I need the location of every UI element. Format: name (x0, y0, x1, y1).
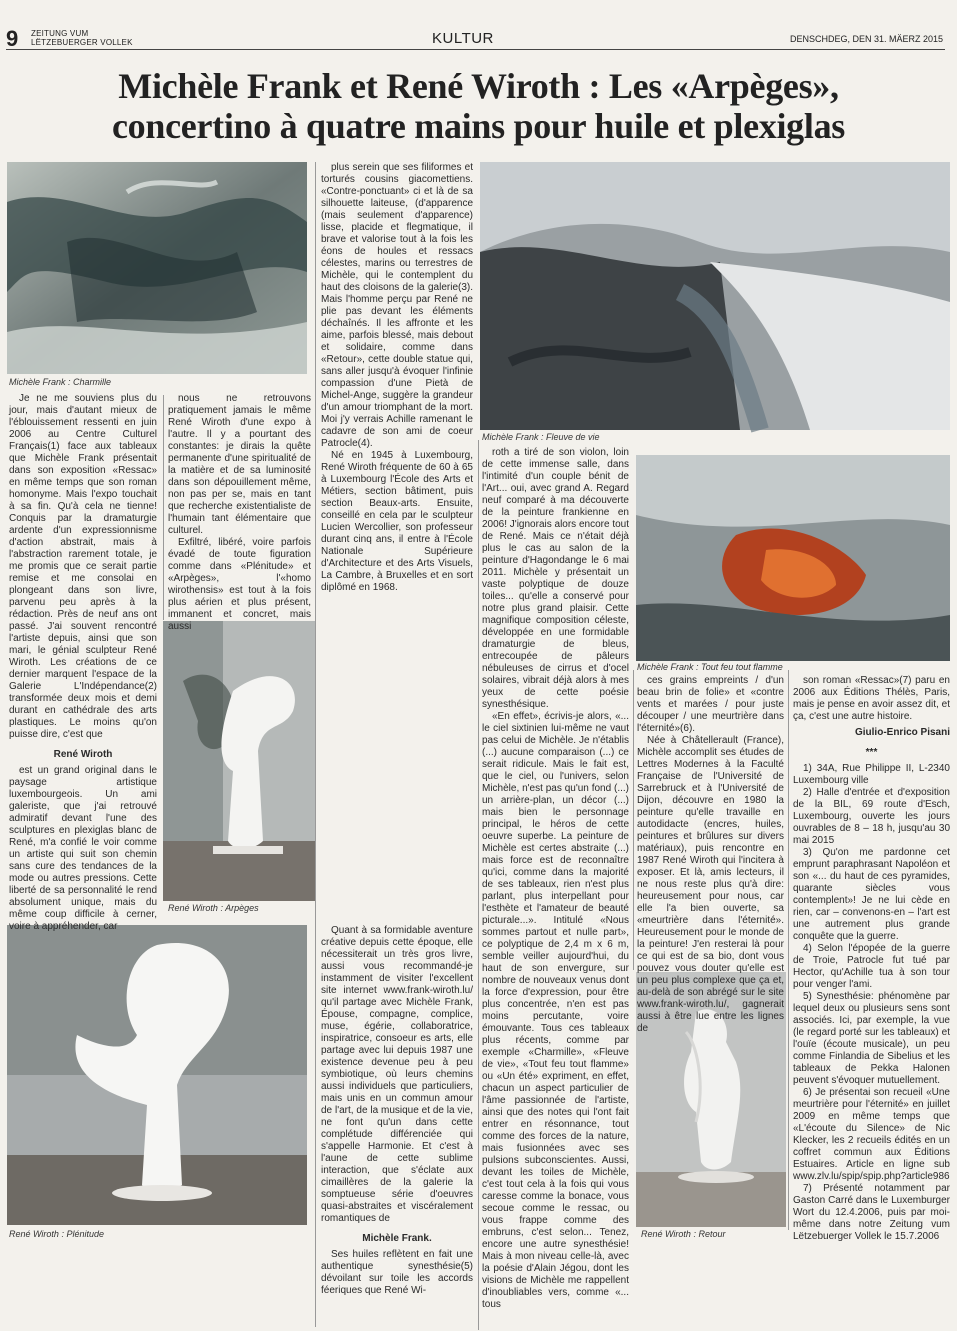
article-paragraph: plus serein que ses filiformes et torturés cousins giacomettiens. «Contre-ponctuant» ci et là de sa silhouette laiteuse, (d'apparence (mais seulement d'apparence) lisse, placide et flegmatique, il brave et valorise tout à la fois les éons de houles et ressacs célestes, marins ou terrestres de Michèle, qui le contemplent du haut des cloisons de la galerie(3). Mais l'homme perçu par René ne plie pas devant les éléments déchaînés. Il les affronte et les aime, parfois blessé, mais debout et solidaire, comme dans «Retour», cette double statue qui, sans aller jusqu'à évoquer l'infinie compassion d'une Pietà de Michel-Ange, suggère la grandeur d'un amour triomphant de la mort. Moi j'y verrais Achille ramenant le cadavre de son ami de coeur Patrocle(4). (321, 162, 473, 449)
footnote: 7) Présenté notamment par Gaston Carré dans le Luxemburger Wort du 12.4.2006, puis par moi-même dans notre Zeitung vum Lëtzebuerger Vollek le 15.7.2006 (793, 1183, 950, 1242)
article-paragraph: est un grand original dans le paysage artistique luxembourgeois. Un ami galeriste, que j'ai retrouvé admiratif devant l'une des sculptures en plexiglas blanc de René, m'a confié le voir comme un artiste qui suit son chemin sans cure des tendances de la mode ou autres pressions. Cette liberté de sa personnalité le rend absolument unique, mais du même coup difficile à cerner, voire à appréhender, car (9, 765, 157, 932)
article-column-6 (793, 675, 950, 1325)
article-paragraph: Exfiltré, libéré, voire parfois évadé de toute figuration comme dans «Plénitude» et «Arpèges», l'«homo wirothensis» est tout à la fois plus aérien et plus présent, immanent et concret, mais aussi (168, 537, 311, 632)
headline (10, 66, 947, 146)
article-column-1 (9, 393, 157, 932)
masthead-rule (6, 49, 945, 50)
footnote: 3) Qu'on me pardonne cet emprunt paraphrasant Napoléon et son «... du haut de ces pyramides, quarante siècles vous contemplent»! Je ne lui cède en rien, car – convenons-en – l'art est une autrement plus grande conquête que la guerre. (793, 847, 950, 942)
footnote: 5) Synesthésie: phénomène par lequel deux ou plusieurs sens sont associés. Ici, par exemple, la vue (le regard porté sur les tableaux) et l'ouïe (écoute musicale), un peu comme Finlandia de Sibelius et les tableaux de Pekka Halonen peuvent s'évoquer mutuellement. (793, 991, 950, 1086)
article-paragraph: Née à Châtellerault (France), Michèle accomplit ses études de Lettres Modernes à la Faculté Française de l'Université de Sarrebruck et à l'Université de Dijon, découvre en 1980 la peinture qu'elle travaille en autodidacte (encres, huiles, peintures et brûlures sur divers matériaux), puis rencontre en 1987 René Wiroth qui l'incitera à exposer. Et là, amis lecteurs, il ne nous reste plus qu'à dire: heureusement pour nous, car elle l'a bien ouverte, sa «meurtrière dans l'éternité». Heureusement pour le monde de la peinture! J'en resterai là pour ce qui est de sa bio, dont vous pouvez vous douter qu'elle est un peu plus complexe que ça et, au-delà de son abrégé sur le site www.frank-wiroth.lu/, gagnerait aussi à être lue entre les lignes de (637, 735, 784, 1034)
article-paragraph: son roman «Ressac»(7) paru en 2006 aux Éditions Thélès, Paris, mais je pense en avoir assez dit, et ça, c'est une autre histoire. (793, 675, 950, 722)
column-rule (163, 395, 164, 620)
footnote: 1) 34A, Rue Philippe II, L-2340 Luxembourg ville (793, 763, 950, 786)
separator-stars: *** (865, 747, 878, 758)
sculpture-plenitude-image (7, 925, 307, 1225)
sculpture-plenitude (7, 925, 307, 1225)
column-rule (633, 670, 634, 970)
author-signature: Giulio-Enrico Pisani (854, 727, 950, 738)
headline-line-2: concertino à quatre mains pour huile et plexiglas (112, 106, 845, 146)
column-rule (788, 670, 789, 1230)
publication-line-2: LËTZEBUERGER VOLLEK (31, 38, 133, 47)
sculpture-arpeges-image (163, 621, 315, 901)
article-column-2 (168, 393, 311, 632)
painting-charmille (7, 162, 307, 374)
subheading-michele-frank: Michèle Frank. (362, 1233, 432, 1244)
page-number: 9 (6, 26, 19, 51)
article-column-3 (321, 162, 473, 918)
painting-tout-feu (636, 455, 950, 661)
caption-tout-feu: Michèle Frank : Tout feu tout flamme (637, 662, 783, 672)
headline-line-1: Michèle Frank et René Wiroth : Les «Arpèges», (118, 66, 839, 106)
painting-charmille-image (7, 162, 307, 374)
article-paragraph: ces grains empreints / d'un beau brin de folie» et «contre vents et marées / pour juste découper / une meurtrière dans l'éternité»(6). (637, 675, 784, 734)
sculpture-arpeges (163, 621, 315, 901)
publication-name (31, 29, 133, 47)
caption-plenitude: René Wiroth : Plénitude (9, 1229, 104, 1239)
article-paragraph: Quant à sa formidable aventure créative depuis cette époque, elle nécessiterait un très gros livre, aussi vous recommandé-je instamment de visiter l'excellent site internet www.frank-wiroth.lu/ qu'il partage avec Michèle Frank, Épouse, compagne, complice, muse, égérie, collaboratrice, inspiratrice, consoeur es arts, elle partage avec lui depuis 1987 une existence devenue peu à peu symbiotique, où leurs chemins aussi individuels que particuliers, mais unis en un commun amour de l'art, de la musique et de la vie, ne font qu'un dans cette complétude différenciée qui s'appelle Harmonie. Et c'est à l'aune de cette sublime interaction, que s'éclate aux cimaillères de la galerie la somptueuse série d'oeuvres quasi-abstraites et viscéralement romantiques de (321, 925, 473, 1224)
article-paragraph: Ses huiles reflètent en fait une authentique synesthésie(5) dévoilant sur toile les accords féeriques que René Wi- (321, 1249, 473, 1296)
article-paragraph: Je ne me souviens plus du jour, mais d'autant mieux de l'éblouissement ressenti en juin 2006 au Centre Culturel Français(1) face aux tableaux que Michèle Frank présentait dans son exposition «Ressac» en même temps que son roman homonyme. Mais l'expo touchait à sa fin. Qu'à cela ne tienne! Conquis par la dramaturgie ardente d'un expressionnisme d'action abstrait, mais à l'abstraction rarement totale, je me promis que ce serait partie remise et me consolai en plongeant dans son livre, parvenu peu après à la rédaction. Près de neuf ans ont passé. J'ai souvent rencontré l'artiste depuis, ainsi que son mari, le génial sculpteur René Wiroth. Les créations de ce dernier marquent l'espace de la Galerie L'Indépendance(2) transformée deux mois et demi durant en cathédrale des arts plastiques. Le moins qu'on puisse dire, c'est que (9, 393, 157, 740)
publication-line-1: ZEITUNG VUM (31, 29, 89, 38)
caption-arpeges: René Wiroth : Arpèges (168, 903, 259, 913)
caption-fleuve: Michèle Frank : Fleuve de vie (482, 432, 600, 442)
article-paragraph: nous ne retrouvons pratiquement jamais le même René Wiroth d'une expo à l'autre. Il y a pourtant des constantes: je dirais la quête permanente d'une spiritualité de la matière et de sa luminosité dans son dépouillement même, non pas per se, mais en tant que recherche existentialiste de l'humain tant élémentaire que culturel. (168, 393, 311, 536)
article-paragraph: Né en 1945 à Luxembourg, René Wiroth fréquente de 60 à 65 à Luxembourg l'École des Arts et Métiers, section bâtiment, puis section Beaux-arts. Ensuite, conseillé en cela par le sculpteur Lucien Wercollier, son professeur durant cinq ans, il entre à l'École Nationale Supérieure d'Architecture et des Arts Visuels, La Cambre, à Bruxelles et en sort diplômé en 1968. (321, 450, 473, 593)
article-column-5 (637, 675, 784, 1034)
caption-retour: René Wiroth : Retour (641, 1229, 726, 1239)
article-paragraph: roth a tiré de son violon, loin de cette immense salle, dans l'intimité d'un couple bénit de l'Art... oui, avec grand A. Regard neuf comparé à ma découverte de la peinture frankienne en 2006! J'ignorais alors encore tout de René. Mais ce n'était déjà plus le cas au salon de la peinture d'Hagondange le 6 mai 2011. Michèle y présentait un vaste polyptique de douze toiles... qu'elle a conservé pour notre plus grand plaisir. Cette magnifique composition céleste, développée en une formidable dramaturgie de bleus, entrecoupée de pâleurs nébuleuses de cirrus et d'ocel solaires, vibrait déjà alors à mes yeux de cette poésie synesthésique. (482, 447, 629, 710)
footnote: 4) Selon l'épopée de la guerre de Troie, Patrocle fut tué par Hector, qu'Achille tua à son tour pour venger l'ami. (793, 943, 950, 990)
painting-tout-feu-image (636, 455, 950, 661)
issue-date: DENSCHDEG, DEN 31. MÄERZ 2015 (789, 34, 943, 44)
section-name: KULTUR (432, 30, 494, 47)
column-rule (478, 440, 479, 1330)
painting-fleuve-de-vie (480, 162, 950, 430)
column-rule (315, 162, 316, 1327)
footnote: 2) Halle d'entrée et d'exposition de la BIL, 69 route d'Esch, Luxembourg, ouverte les jours ouvrables de 8 – 18 h, jusqu'au 30 mai 2015 (793, 787, 950, 846)
article-paragraph: «En effet», écrivis-je alors, «... le ciel sixtinien lui-même ne vaut pas celui de Michèle. Je n'établis (...) aucune comparaison (...) ce serait ridicule. Mais le fait est, que le ciel, ou l'univers, selon Michèle, n'est pas qu'un fond (...) un arrière-plan, un décor (...) mais bien le personnage principal, le héros de cette oeuvre superbe. La peinture de Michèle est certes abstraite (...) mais force est de reconnaître qu'ici, comme dans la majorité de ses tableaux, rien n'est plus parlant, plus interpellant pour l'esthète et l'amateur de beauté picturale...». Intitulé «Nous sommes partout et nulle part», ce polyptique de 2,4 m x 6 m, semble veiller aujourd'hui, du haut de son envergure, sur nombre de nouveaux venus dont la force d'expression, pour être plus concentrée, n'en est pas moins percutante, voire émouvante. Tous ces tableaux plus récents, comme par exemple «Charmille», «Fleuve de vie», «Tout feu tout flamme» ou «Un été» expriment, en effet, chacun un aspect particulier de l'âme passionnée de l'artiste, ainsi que des notes qui l'ont fait entrer en résonnance, tout comme des forces de la nature, mais fusionnées avec ses pulsions subconscientes. Aussi, devant les toiles de Michèle, c'est tout cela à la fois qui vous caresse comme la bonace, vous secoue comme le ressac, ou vous frappe comme des embruns, c'est selon... Tenez, encore une autre synesthésie! Mais à mon niveau celle-là, avec la poésie d'Alain Jégou, dont les visions de Michèle me rappellent d'inoubliables vers, comme «... tous (482, 711, 629, 1310)
subheading-rene-wiroth: René Wiroth (53, 749, 113, 760)
article-column-4 (482, 447, 629, 1327)
painting-fleuve-image (480, 162, 950, 430)
footnote: 6) Je présentai son recueil «Une meurtrière pour l'éternité» en juillet 2009 en même temps que «L'écoute du Silence» de Nic Klecker, les 2 recueils édités en un coffret commun aux Éditions Estuaires. Article en ligne sub www.zlv.lu/spip/spip.php?article986 (793, 1087, 950, 1182)
caption-charmille: Michèle Frank : Charmille (9, 377, 112, 387)
article-column-2-continued (321, 925, 473, 1325)
